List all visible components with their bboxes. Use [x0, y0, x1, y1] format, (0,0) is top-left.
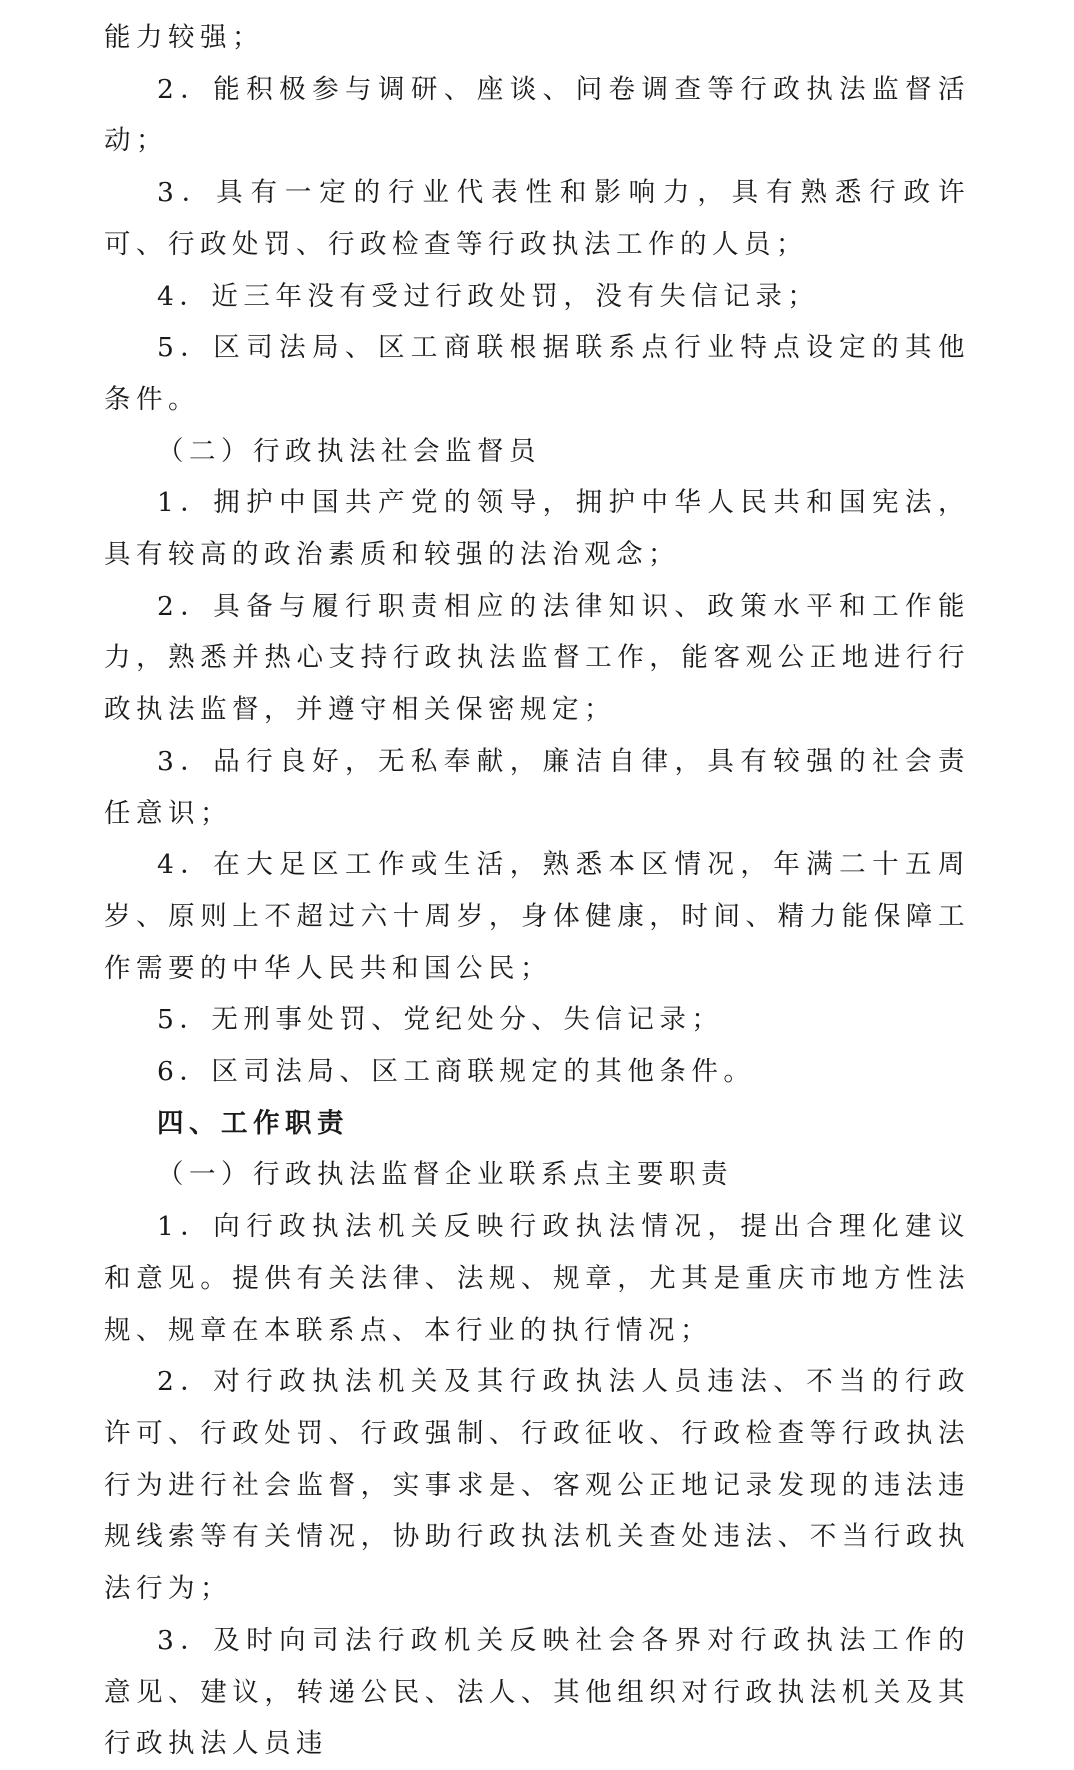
subheading-social-supervisor: （二）行政执法社会监督员 — [157, 435, 541, 467]
paragraph-continuation: 能力较强； — [104, 22, 264, 53]
list-item-duty-3: 3．及时向司法行政机关反映社会各界对行政执法工作的意见、建议，转递公民、法人、其他组织对行政执法机关及其行政执法人员违 — [104, 1624, 970, 1760]
list-item-supervisor-2: 2．具备与履行职责相应的法律知识、政策水平和工作能力，熟悉并热心支持行政执法监督工作，能客观公正地进行行政执法监督，并遵守相关保密规定； — [104, 590, 970, 726]
list-item-supervisor-5: 5．无刑事处罚、党纪处分、失信记录； — [157, 1004, 724, 1036]
list-item-condition-5: 5．区司法局、区工商联根据联系点行业特点设定的其他条件。 — [104, 332, 970, 415]
list-item-supervisor-3: 3．品行良好，无私奉献，廉洁自律，具有较强的社会责任意识； — [104, 745, 970, 829]
section-heading-duties: 四、工作职责 — [157, 1107, 349, 1139]
list-item-condition-2: 2．能积极参与调研、座谈、问卷调查等行政执法监督活动； — [104, 73, 970, 157]
subheading-contact-point-duties: （一）行政执法监督企业联系点主要职责 — [157, 1159, 733, 1191]
list-item-supervisor-6: 6．区司法局、区工商联规定的其他条件。 — [157, 1056, 756, 1088]
list-item-supervisor-1: 1．拥护中国共产党的领导，拥护中华人民共和国宪法，具有较高的政治素质和较强的法治观念； — [104, 487, 970, 571]
list-item-condition-3: 3．具有一定的行业代表性和影响力，具有熟悉行政许可、行政处罚、行政检查等行政执法工作的人员； — [104, 177, 970, 260]
document-page — [104, 12, 970, 1770]
list-item-duty-2: 2．对行政执法机关及其行政执法人员违法、不当的行政许可、行政处罚、行政强制、行政征收、行政检查等行政执法行为进行社会监督，实事求是、客观公正地记录发现的违法违规线索等有关情况，协助行政执法机关查处违法、不当行政执法行为； — [104, 1366, 970, 1605]
list-item-condition-4: 4．近三年没有受过行政处罚，没有失信记录； — [157, 280, 820, 312]
list-item-supervisor-4: 4．在大足区工作或生活，熟悉本区情况，年满二十五周岁、原则上不超过六十周岁，身体健康，时间、精力能保障工作需要的中华人民共和国公民； — [104, 849, 970, 984]
list-item-duty-1: 1．向行政执法机关反映行政执法情况，提出合理化建议和意见。提供有关法律、法规、规章，尤其是重庆市地方性法规、规章在本联系点、本行业的执行情况； — [104, 1211, 970, 1346]
